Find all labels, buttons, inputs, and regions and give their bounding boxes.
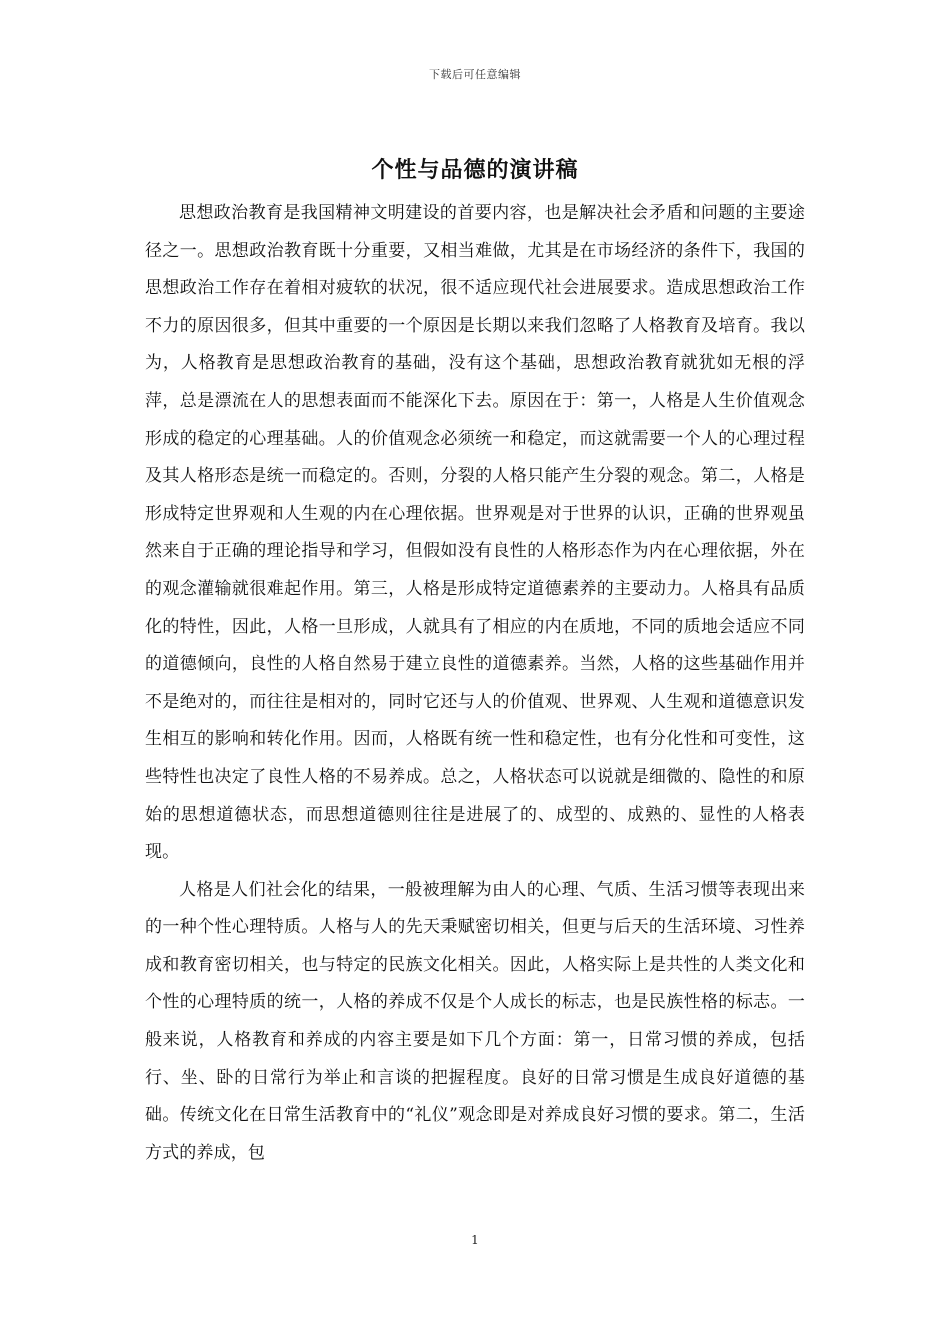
body-paragraph: 人格是人们社会化的结果，一般被理解为由人的心理、气质、生活习惯等表现出来的一种个性心理特质。人格与人的先天秉赋密切相关，但更与后天的生活环境、习性养成和教育密切相关，也与特定的民族文化相关。因此，人格实际上是共性的人类文化和个性的心理特质的统一，人格的养成不仅是个人成长的标志，也是民族性格的标志。一般来说，人格教育和养成的内容主要是如下几个方面：第一，日常习惯的养成，包括行、坐、卧的日常行为举止和言谈的把握程度。良好的日常习惯是生成良好道德的基础。传统文化在日常生活教育中的“礼仪”观念即是对养成良好习惯的要求。第二，生活方式的养成，包 — [145, 879, 805, 1163]
page-number: 1 — [471, 1233, 479, 1247]
document-title: 个性与品德的演讲稿 — [371, 157, 579, 183]
body-paragraph: 思想政治教育是我国精神文明建设的首要内容，也是解决社会矛盾和问题的主要途径之一。思想政治教育既十分重要，又相当难做，尤其是在市场经济的条件下，我国的思想政治工作存在着相对疲软的状况，很不适应现代社会进展要求。造成思想政治工作不力的原因很多，但其中重要的一个原因是长期以来我们忽略了人格教育及培育。我以为，人格教育是思想政治教育的基础，没有这个基础，思想政治教育就犹如无根的浮萍，总是漂流在人的思想表面而不能深化下去。原因在于：第一，人格是人生价值观念形成的稳定的心理基础。人的价值观念必须统一和稳定，而这就需要一个人的心理过程及其人格形态是统一而稳定的。否则，分裂的人格只能产生分裂的观念。第二，人格是形成特定世界观和人生观的内在心理依据。世界观是对于世界的认识，正确的世界观虽然来自于正确的理论指导和学习，但假如没有良性的人格形态作为内在心理依据，外在的观念灌输就很难起作用。第三，人格是形成特定道德素养的主要动力。人格具有品质化的特性，因此，人格一旦形成，人就具有了相应的内在质地，不同的质地会适应不同的道德倾向，良性的人格自然易于建立良性的道德素养。当然，人格的这些基础作用并不是绝对的，而往往是相对的，同时它还与人的价值观、世界观、人生观和道德意识发生相互的影响和转化作用。因而，人格既有统一性和稳定性，也有分化性和可变性，这些特性也决定了良性人格的不易养成。总之，人格状态可以说就是细微的、隐性的和原始的思想道德状态，而思想道德则往往是进展了的、成型的、成熟的、显性的人格表现。 — [145, 203, 805, 863]
page-header: 下载后可任意编辑 — [429, 68, 521, 81]
document-body — [145, 195, 805, 1172]
